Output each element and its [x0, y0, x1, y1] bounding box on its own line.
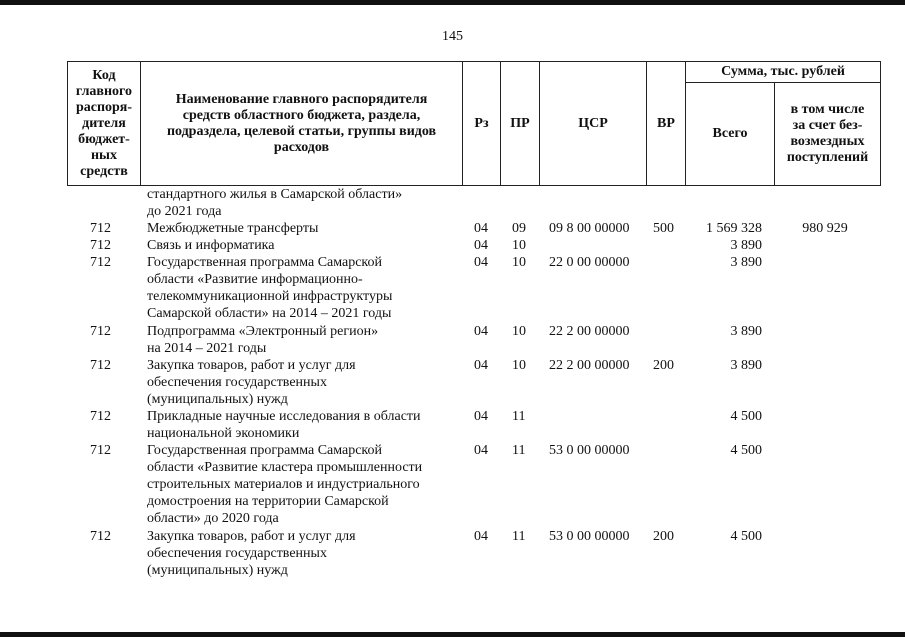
top-scan-border: [0, 0, 905, 5]
row-rz: 04: [474, 443, 488, 458]
row-pr: 10: [512, 255, 526, 270]
row-csr: 53 0 00 00000: [549, 529, 630, 544]
row-code: 712: [90, 221, 111, 236]
header-rz: Рз: [474, 115, 489, 131]
row-name: Закупка товаров, работ и услуг для обеспечения государственных (муниципальных) нужд: [147, 358, 356, 407]
row-code: 712: [90, 324, 111, 339]
bottom-scan-border: [0, 632, 905, 637]
row-pr: 10: [512, 238, 526, 253]
header-gratis: в том числе за счет без- возмездных поступлений: [786, 102, 869, 165]
row-pr: 10: [512, 324, 526, 339]
row-code: 712: [90, 529, 111, 544]
row-name: стандартного жилья в Самарской области» до 2021 года: [147, 187, 403, 219]
header-csr: ЦСР: [578, 115, 608, 131]
row-pr: 11: [512, 443, 526, 458]
row-name: Закупка товаров, работ и услуг для обеспечения государственных (муниципальных) нужд: [147, 529, 356, 578]
row-csr: 22 2 00 00000: [549, 324, 630, 339]
header-border-right: [880, 61, 881, 186]
row-csr: 53 0 00 00000: [549, 443, 630, 458]
row-total: 4 500: [730, 409, 762, 424]
header-vr: ВР: [657, 115, 675, 131]
row-name: Подпрограмма «Электронный регион» на 2014 – 2021 годы: [147, 324, 379, 356]
row-vr: 200: [653, 358, 674, 373]
row-total: 3 890: [730, 324, 762, 339]
row-total: 3 890: [730, 255, 762, 270]
row-vr: 500: [653, 221, 674, 236]
row-total: 4 500: [730, 529, 762, 544]
header-pr: ПР: [510, 115, 530, 131]
row-pr: 11: [512, 409, 526, 424]
row-total: 3 890: [730, 358, 762, 373]
row-total: 4 500: [730, 443, 762, 458]
header-sum: Сумма, тыс. рублей: [721, 64, 845, 79]
row-csr: 22 0 00 00000: [549, 255, 630, 270]
row-rz: 04: [474, 409, 488, 424]
row-pr: 11: [512, 529, 526, 544]
row-pr: 09: [512, 221, 526, 236]
row-name: Государственная программа Самарской области «Развитие кластера промышленности строительных материалов и индустриального домостроения на территории Самарской области» до 2020 года: [147, 443, 423, 526]
row-pr: 10: [512, 358, 526, 373]
row-csr: 22 2 00 00000: [549, 358, 630, 373]
header-code: Код главного распоря- дителя бюджет- ных средств: [75, 67, 133, 179]
row-name: Межбюджетные трансферты: [147, 221, 319, 236]
header-name: Наименование главного распорядителя средств областного бюджета, раздела, подраздела, целевой статьи, группы видов расходов: [166, 91, 437, 155]
row-vr: 200: [653, 529, 674, 544]
row-total: 1 569 328: [706, 221, 762, 236]
row-rz: 04: [474, 221, 488, 236]
row-csr: 09 8 00 00000: [549, 221, 630, 236]
row-rz: 04: [474, 255, 488, 270]
row-name: Прикладные научные исследования в области национальной экономики: [147, 409, 421, 441]
row-rz: 04: [474, 238, 488, 253]
row-code: 712: [90, 409, 111, 424]
row-code: 712: [90, 255, 111, 270]
row-gratis: 980 929: [802, 221, 848, 236]
row-name: Государственная программа Самарской области «Развитие информационно- телекоммуникационной инфраструктуры Самарской области» на 2014 – 2021 годы: [147, 255, 393, 321]
row-code: 712: [90, 358, 111, 373]
row-code: 712: [90, 238, 111, 253]
row-rz: 04: [474, 324, 488, 339]
row-rz: 04: [474, 358, 488, 373]
header-total: Всего: [712, 126, 748, 141]
row-name: Связь и информатика: [147, 238, 275, 253]
page-number: 145: [442, 29, 463, 44]
row-code: 712: [90, 443, 111, 458]
row-total: 3 890: [730, 238, 762, 253]
row-rz: 04: [474, 529, 488, 544]
